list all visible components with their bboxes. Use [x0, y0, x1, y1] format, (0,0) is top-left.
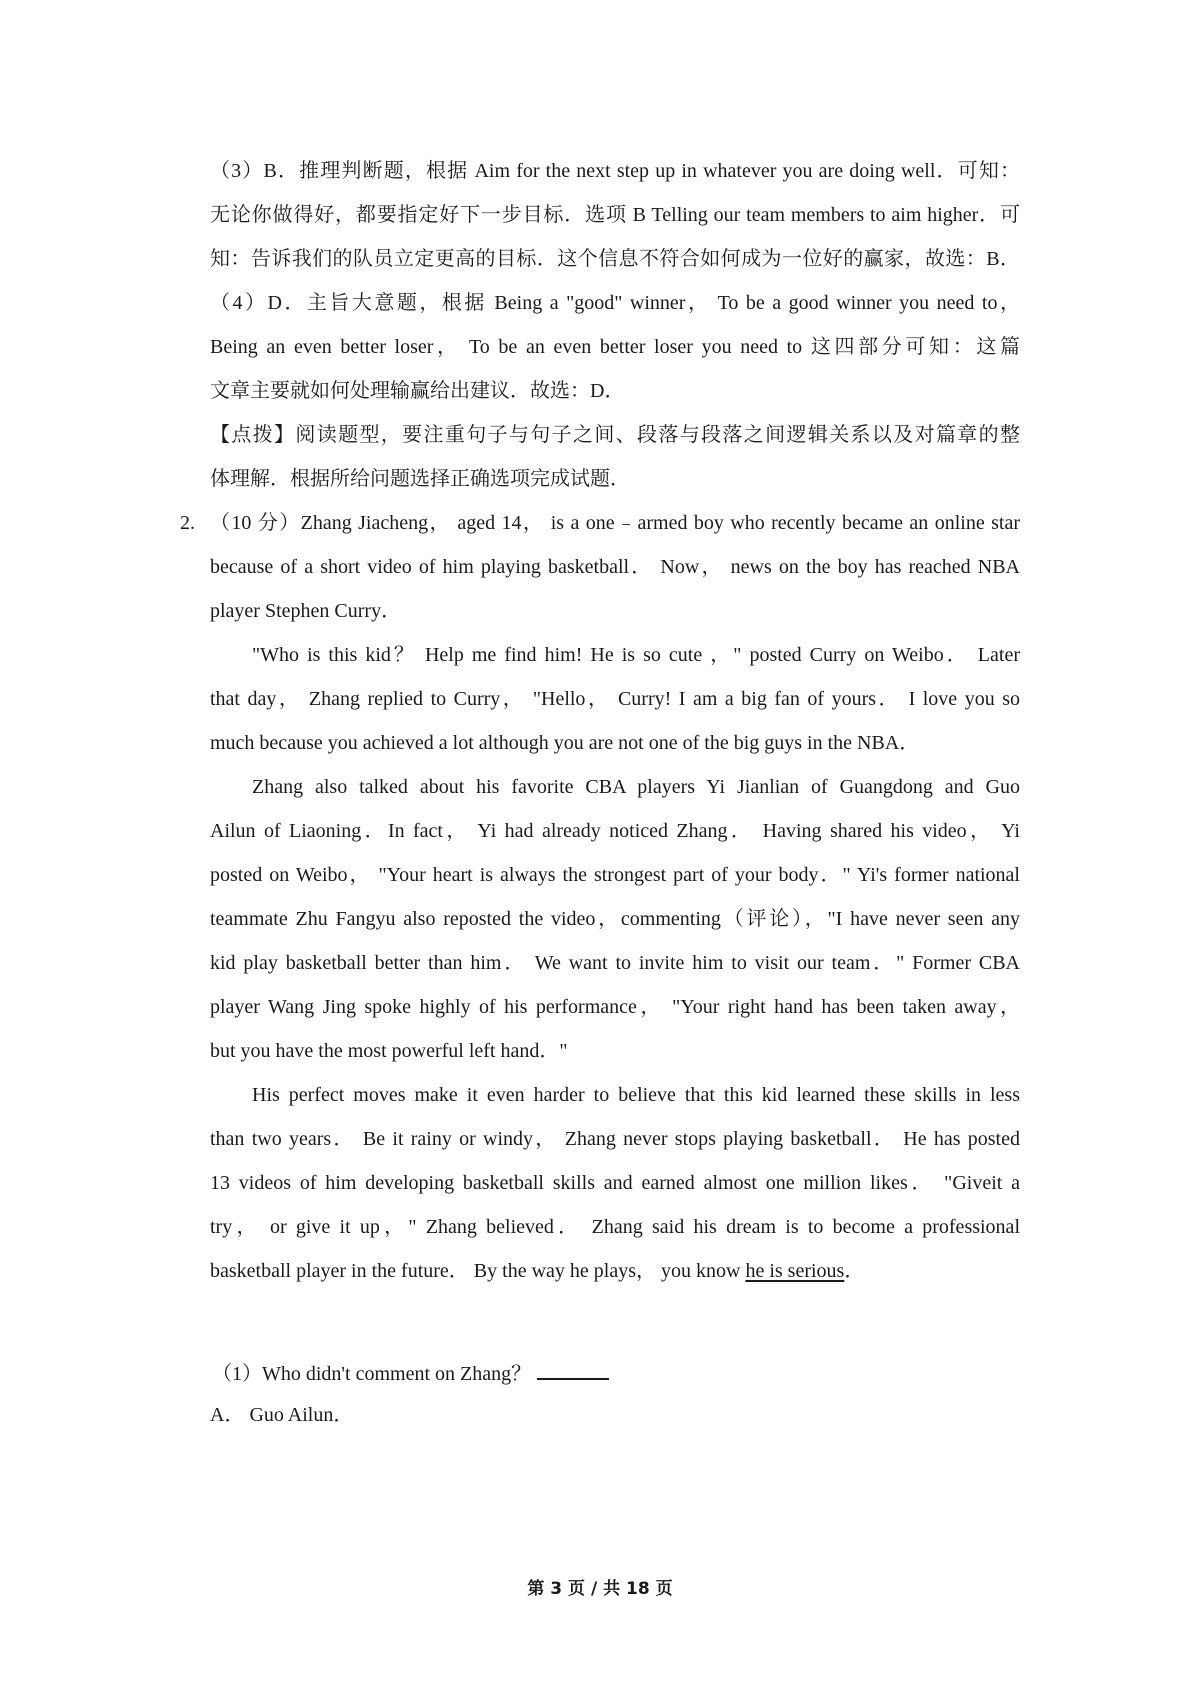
passage-line-9: posted on Weibo， "Your heart is always the strongest part of your body．" Yi's former national — [210, 864, 1020, 886]
analysis-q3-line-2: 无论你做得好，都要指定好下一步目标．选项 B Telling our team members to aim higher．可 — [210, 204, 1020, 226]
passage-line-18-end: ． — [844, 1260, 865, 1282]
passage-line-18 — [210, 1256, 1020, 1286]
passage-line-2: because of a short video of him playing basketball． Now， news on the boy has reached NBA — [210, 556, 1020, 578]
passage-line-13: but you have the most powerful left hand．" — [210, 1040, 568, 1062]
passage-line-5: that day， Zhang replied to Curry， "Hello， Curry! I am a big fan of yours． I love you so — [210, 688, 1020, 710]
passage-line-16: 13 videos of him developing basketball skills and earned almost one million likes． "Giveit a — [210, 1172, 1020, 1194]
page-footer: 第 3 页 / 共 18 页 — [527, 1579, 673, 1599]
analysis-q4-line-1: （4）D．主旨大意题，根据 Being a "good" winner， To be a good winner you need to， — [210, 292, 1020, 314]
analysis-q3-line-3: 知：告诉我们的队员立定更高的目标．这个信息不符合如何成为一位好的赢家，故选：B． — [210, 248, 1020, 270]
sub-question-1-text: （1）Who didn't comment on Zhang？ — [212, 1363, 532, 1385]
answer-blank[interactable] — [537, 1356, 609, 1380]
tip-line-1: 【点拨】阅读题型，要注重句子与句子之间、段落与段落之间逻辑关系以及对篇章的整 — [210, 424, 1020, 446]
passage-line-15: than two years． Be it rainy or windy， Zhang never stops playing basketball． He has posted — [210, 1128, 1020, 1150]
passage-line-6: much because you achieved a lot although you are not one of the big guys in the NBA． — [210, 732, 920, 754]
passage-line-12: player Wang Jing spoke highly of his performance， "Your right hand has been taken away， — [210, 996, 1020, 1018]
passage-line-1: （10 分）Zhang Jiacheng， aged 14， is a one﹣armed boy who recently became an online star — [210, 512, 1020, 534]
passage-line-8: Ailun of Liaoning．In fact， Yi had already noticed Zhang． Having shared his video， Yi — [210, 820, 1020, 842]
passage-line-14: His perfect moves make it even harder to believe that this kid learned these skills in less — [252, 1084, 1020, 1106]
analysis-q4-line-2: Being an even better loser， To be an even better loser you need to 这四部分可知：这篇 — [210, 336, 1020, 358]
passage-line-7: Zhang also talked about his favorite CBA players Yi Jianlian of Guangdong and Guo — [252, 776, 1020, 798]
analysis-q3-line-1: （3）B．推理判断题，根据 Aim for the next step up in whatever you are doing well．可知： — [210, 160, 1020, 182]
sub-question-1 — [212, 1356, 1022, 1389]
passage-line-18-text: basketball player in the future． By the way he plays， you know — [210, 1260, 746, 1282]
passage-line-4: "Who is this kid？ Help me find him! He is so cute ，" posted Curry on Weibo． Later — [252, 644, 1020, 666]
tip-line-2: 体理解．根据所给问题选择正确选项完成试题． — [210, 468, 630, 490]
passage-line-3: player Stephen Curry． — [210, 600, 402, 622]
option-a[interactable]: A． Guo Ailun． — [210, 1404, 354, 1426]
passage-line-11: kid play basketball better than him． We want to invite him to visit our team．" Former CBA — [210, 952, 1020, 974]
question-number: 2. — [180, 512, 195, 534]
passage-line-17: try， or give it up，" Zhang believed． Zhang said his dream is to become a professional — [210, 1216, 1020, 1238]
passage-line-10: teammate Zhu Fangyu also reposted the video，commenting（评论），"I have never seen any — [210, 908, 1020, 930]
analysis-q4-line-3: 文章主要就如何处理输赢给出建议．故选：D． — [210, 380, 625, 402]
underlined-phrase: he is serious — [745, 1260, 845, 1282]
